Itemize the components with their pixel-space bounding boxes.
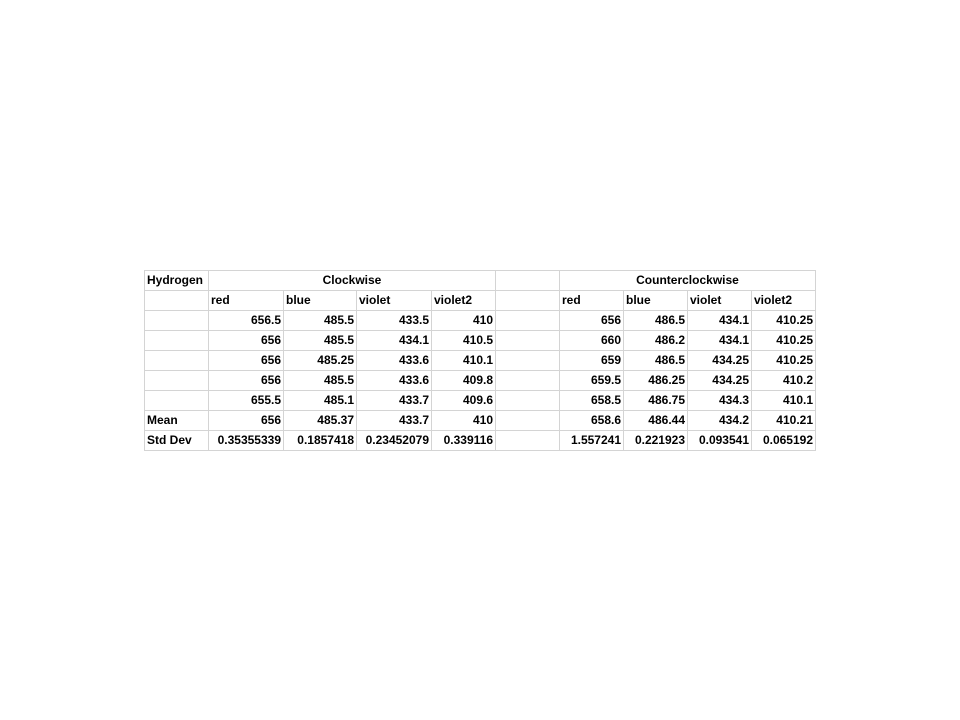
spacer-cell [496,391,560,411]
cw-value-cell: 409.6 [432,391,496,411]
ccw-value-cell: 0.221923 [624,431,688,451]
cw-value-cell: 656 [209,351,284,371]
cw-value-cell: 656 [209,411,284,431]
cw-column-header: violet [357,291,432,311]
counterclockwise-group-header: Counterclockwise [560,271,816,291]
ccw-value-cell: 434.3 [688,391,752,411]
cw-value-cell: 0.23452079 [357,431,432,451]
ccw-value-cell: 0.093541 [688,431,752,451]
ccw-value-cell: 486.5 [624,311,688,331]
cw-value-cell: 655.5 [209,391,284,411]
ccw-value-cell: 658.6 [560,411,624,431]
ccw-value-cell: 660 [560,331,624,351]
table-row [145,331,816,351]
ccw-value-cell: 486.75 [624,391,688,411]
cw-value-cell: 433.5 [357,311,432,331]
cw-value-cell: 485.5 [284,311,357,331]
data-table [144,270,816,451]
corner-label: Hydrogen [145,271,209,291]
spacer-cell [496,431,560,451]
cw-value-cell: 656 [209,331,284,351]
cw-value-cell: 485.25 [284,351,357,371]
ccw-column-header: blue [624,291,688,311]
spacer-cell [496,331,560,351]
empty-cell [145,291,209,311]
cw-column-header: red [209,291,284,311]
spacer-cell [496,271,560,291]
cw-value-cell: 410.1 [432,351,496,371]
table-row [145,391,816,411]
ccw-value-cell: 410.25 [752,311,816,331]
ccw-value-cell: 486.5 [624,351,688,371]
column-header-row [145,291,816,311]
ccw-value-cell: 659.5 [560,371,624,391]
ccw-value-cell: 434.25 [688,371,752,391]
cw-value-cell: 434.1 [357,331,432,351]
ccw-value-cell: 410.25 [752,331,816,351]
ccw-column-header: red [560,291,624,311]
cw-value-cell: 485.5 [284,371,357,391]
cw-value-cell: 433.6 [357,351,432,371]
ccw-value-cell: 434.2 [688,411,752,431]
ccw-value-cell: 658.5 [560,391,624,411]
spacer-cell [496,291,560,311]
ccw-value-cell: 486.44 [624,411,688,431]
row-label [145,391,209,411]
clockwise-group-header: Clockwise [209,271,496,291]
ccw-column-header: violet2 [752,291,816,311]
ccw-value-cell: 434.1 [688,331,752,351]
title-row [145,271,816,291]
cw-value-cell: 0.1857418 [284,431,357,451]
ccw-value-cell: 434.25 [688,351,752,371]
spacer-cell [496,371,560,391]
cw-value-cell: 433.7 [357,411,432,431]
ccw-value-cell: 656 [560,311,624,331]
ccw-value-cell: 410.25 [752,351,816,371]
cw-value-cell: 433.6 [357,371,432,391]
spacer-cell [496,311,560,331]
cw-value-cell: 0.339116 [432,431,496,451]
table-row [145,431,816,451]
spacer-cell [496,351,560,371]
cw-value-cell: 0.35355339 [209,431,284,451]
spacer-cell [496,411,560,431]
cw-value-cell: 656 [209,371,284,391]
ccw-value-cell: 486.2 [624,331,688,351]
row-label [145,371,209,391]
table-row [145,371,816,391]
cw-value-cell: 410 [432,411,496,431]
ccw-column-header: violet [688,291,752,311]
ccw-value-cell: 0.065192 [752,431,816,451]
cw-value-cell: 656.5 [209,311,284,331]
cw-value-cell: 410 [432,311,496,331]
ccw-value-cell: 1.557241 [560,431,624,451]
cw-value-cell: 410.5 [432,331,496,351]
ccw-value-cell: 410.21 [752,411,816,431]
ccw-value-cell: 410.1 [752,391,816,411]
row-label [145,311,209,331]
table-row [145,311,816,331]
cw-value-cell: 409.8 [432,371,496,391]
row-label: Mean [145,411,209,431]
table-row [145,411,816,431]
ccw-value-cell: 486.25 [624,371,688,391]
row-label: Std Dev [145,431,209,451]
table-row [145,351,816,371]
ccw-value-cell: 659 [560,351,624,371]
cw-column-header: blue [284,291,357,311]
ccw-value-cell: 410.2 [752,371,816,391]
row-label [145,351,209,371]
cw-column-header: violet2 [432,291,496,311]
cw-value-cell: 433.7 [357,391,432,411]
row-label [145,331,209,351]
cw-value-cell: 485.37 [284,411,357,431]
ccw-value-cell: 434.1 [688,311,752,331]
cw-value-cell: 485.1 [284,391,357,411]
cw-value-cell: 485.5 [284,331,357,351]
